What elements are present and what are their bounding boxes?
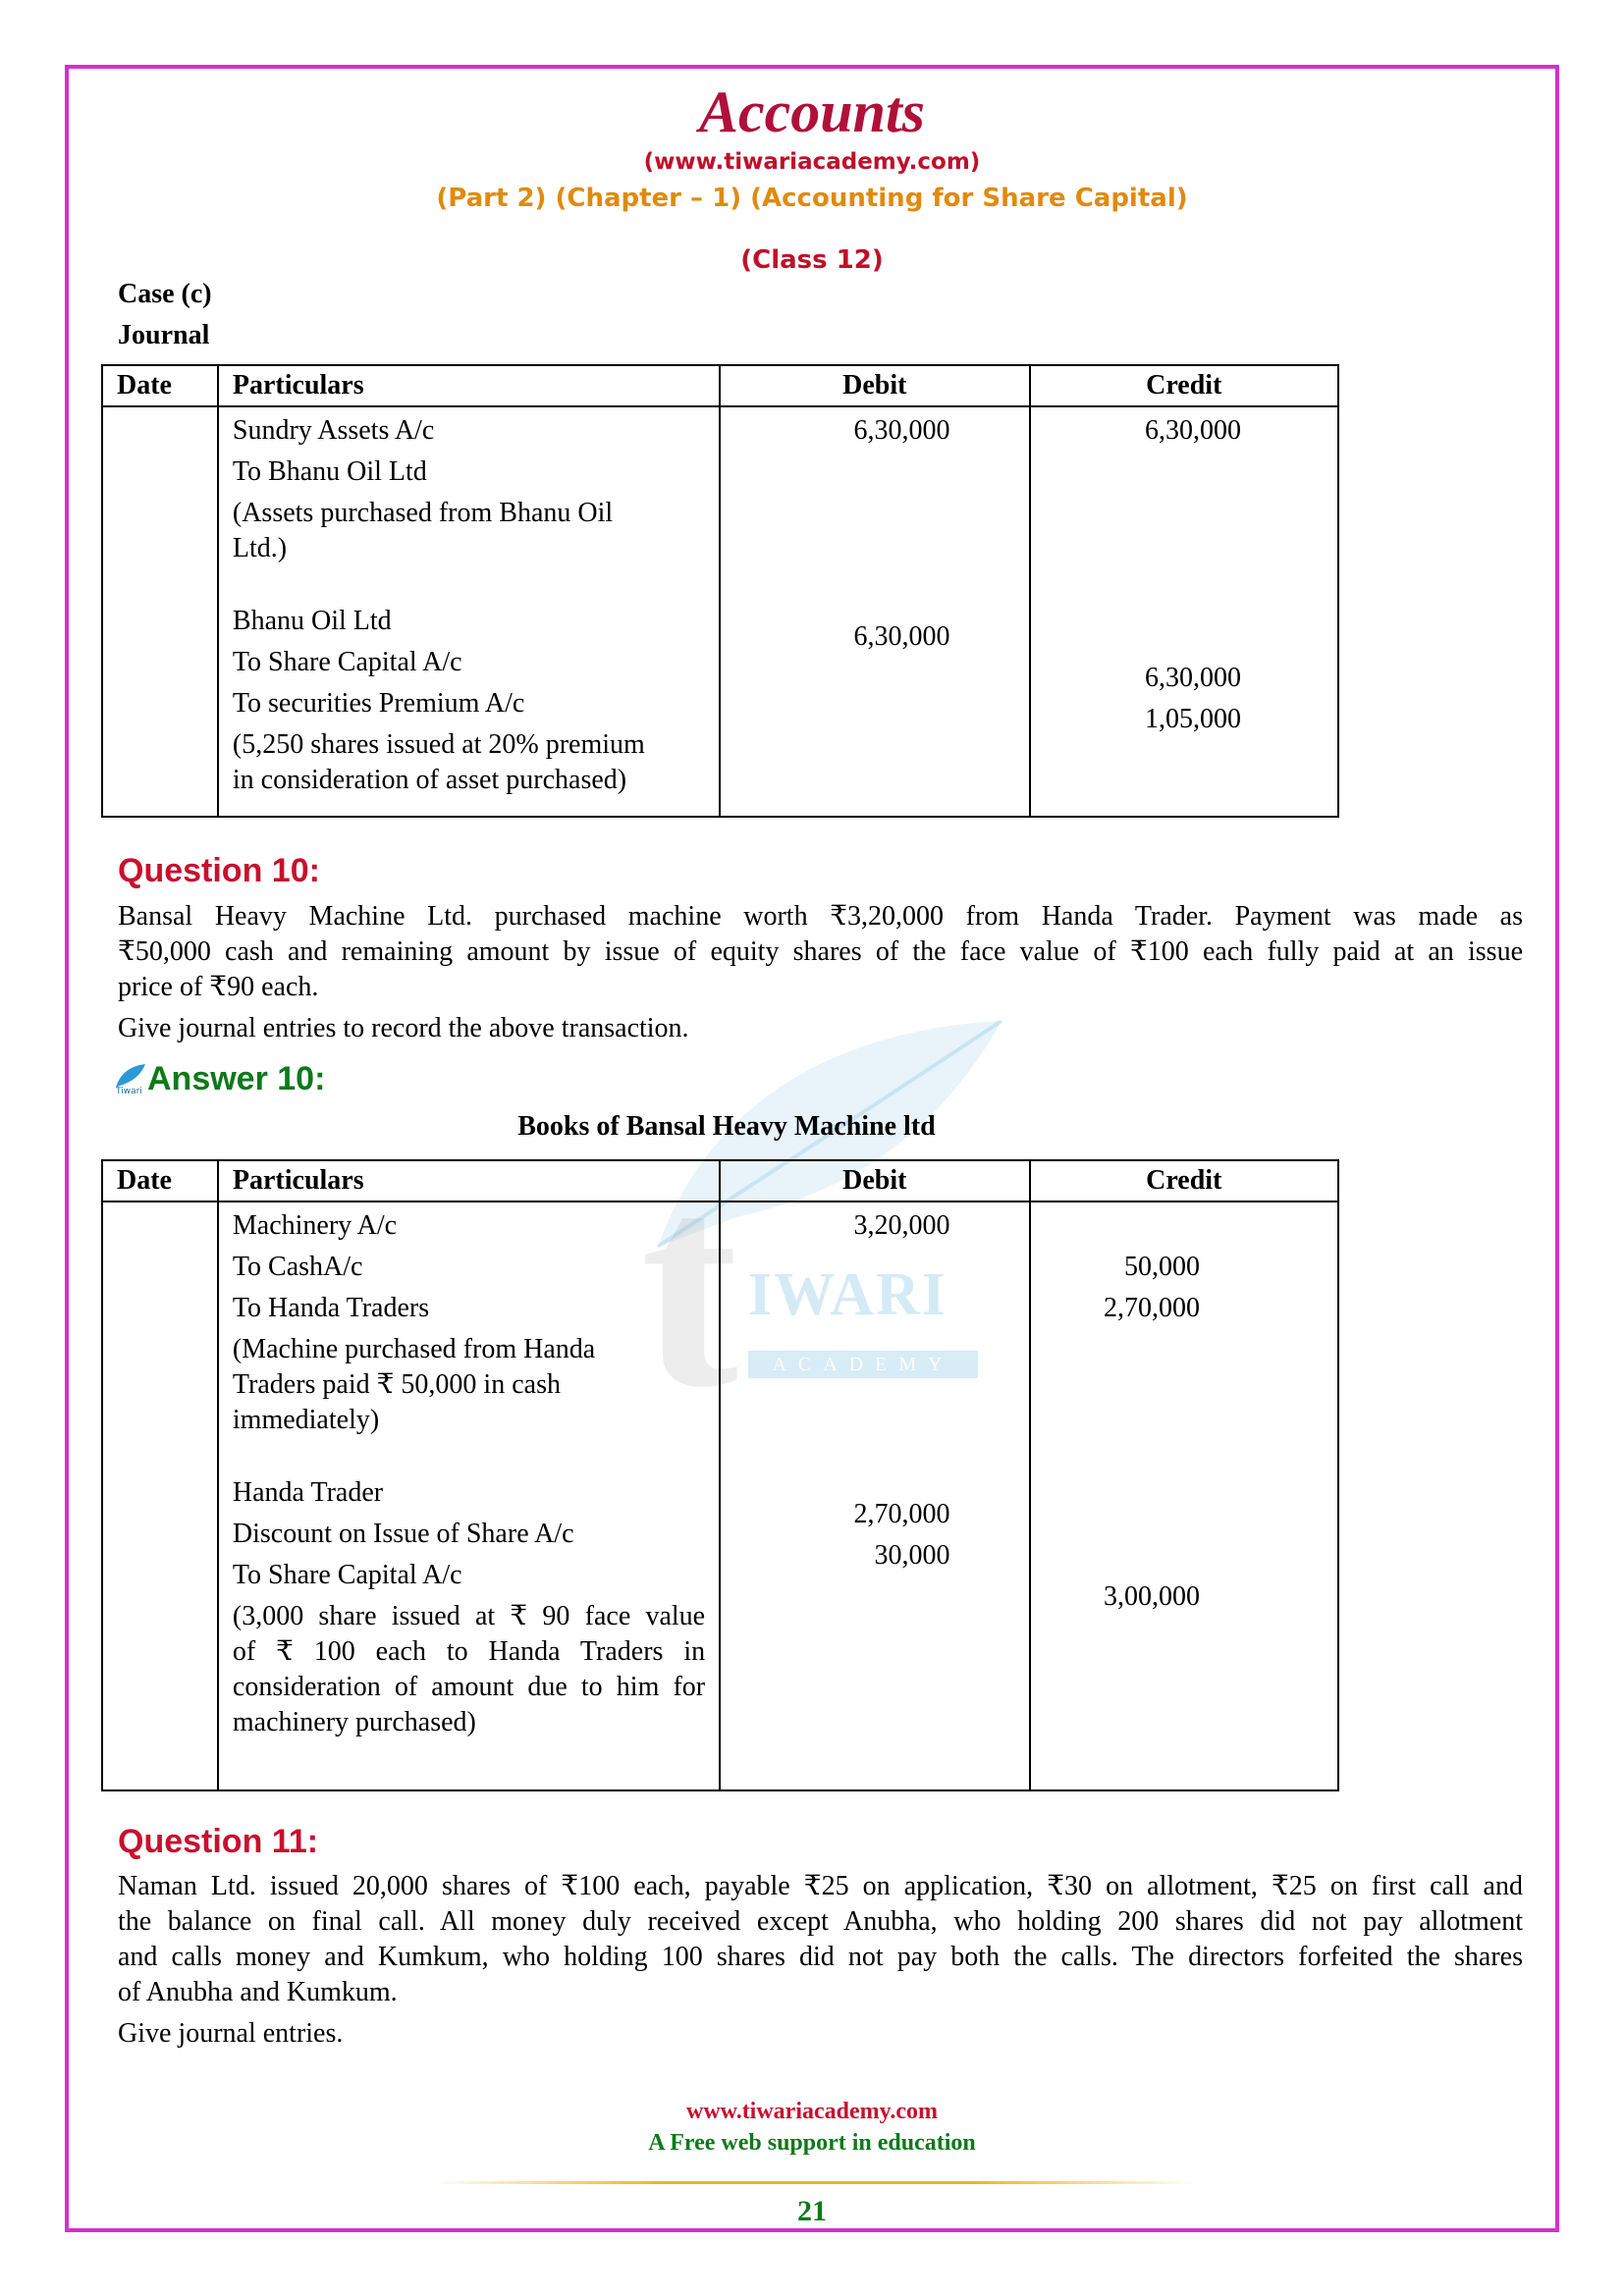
question-instruction: Give journal entries. — [118, 2018, 344, 2049]
debit-cell — [720, 1201, 1029, 1790]
answer-10-heading: Answer 10: — [147, 1060, 326, 1097]
debit-cell — [720, 406, 1029, 817]
col-date: Date — [102, 365, 218, 406]
entry-narration: of ₹ 100 each to Handa Traders in — [232, 1636, 706, 1667]
journal-table-answer-10 — [101, 1159, 1339, 1791]
header-url[interactable]: (www.tiwariacademy.com) — [643, 149, 981, 175]
col-credit: Credit — [1030, 1160, 1338, 1201]
footer-divider — [432, 2181, 1198, 2184]
credit-amount: 50,000 — [1124, 1252, 1200, 1282]
chapter-subtitle: (Part 2) (Chapter – 1) (Accounting for Share Capital) — [436, 184, 1188, 213]
entry-narration: machinery purchased) — [232, 1707, 476, 1737]
entry-line: Machinery A/c — [232, 1210, 398, 1241]
credit-cell — [1030, 1201, 1338, 1790]
entry-narration: (5,250 shares issued at 20% premium — [232, 729, 645, 760]
entry-line: To Handa Traders — [232, 1293, 430, 1323]
entry-line: To securities Premium A/c — [232, 688, 525, 719]
class-label: (Class 12) — [740, 245, 884, 275]
debit-amount: 6,30,000 — [853, 621, 950, 652]
journal-table-case-c — [101, 364, 1339, 818]
case-label: Case (c) — [118, 279, 212, 309]
page-title: Accounts — [698, 80, 926, 144]
entry-line: To Bhanu Oil Ltd — [232, 456, 427, 487]
tiwari-answer-icon — [114, 1062, 147, 1095]
date-cell — [102, 1201, 218, 1790]
books-title: Books of Bansal Heavy Machine ltd — [517, 1111, 936, 1142]
col-credit: Credit — [1030, 365, 1338, 406]
entry-narration: immediately) — [232, 1405, 380, 1435]
credit-amount: 2,70,000 — [1104, 1293, 1200, 1323]
col-particulars: Particulars — [218, 1160, 720, 1201]
credit-amount: 3,00,000 — [1104, 1581, 1200, 1612]
question-instruction: Give journal entries to record the above transaction. — [118, 1013, 689, 1043]
entry-line: Sundry Assets A/c — [232, 415, 435, 446]
debit-amount: 6,30,000 — [853, 415, 950, 446]
question-line: price of ₹90 each. — [118, 972, 319, 1002]
table-header-row — [102, 365, 1338, 406]
footer-url[interactable]: www.tiwariacademy.com — [686, 2099, 938, 2124]
credit-amount: 1,05,000 — [1145, 704, 1241, 734]
question-line: and calls money and Kumkum, who holding 100 shares did not pay both the calls. The directors forfeited the shares — [118, 1942, 1523, 1972]
svg-text:t: t — [640, 1122, 738, 1404]
entry-narration: Traders paid ₹ 50,000 in cash — [232, 1369, 561, 1400]
col-debit: Debit — [720, 1160, 1029, 1201]
debit-amount: 30,000 — [874, 1540, 950, 1571]
entry-line: Handa Trader — [232, 1477, 384, 1508]
question-line: of Anubha and Kumkum. — [118, 1977, 398, 2007]
question-10-heading: Question 10: — [118, 852, 320, 889]
entry-line: To CashA/c — [232, 1252, 363, 1282]
entry-narration: (3,000 share issued at ₹ 90 face value — [232, 1601, 706, 1631]
page-number: 21 — [797, 2195, 827, 2227]
col-particulars: Particulars — [218, 365, 720, 406]
particulars-cell — [218, 406, 720, 817]
debit-amount: 2,70,000 — [853, 1499, 950, 1529]
entry-narration: consideration of amount due to him for — [232, 1672, 706, 1702]
question-11-text — [118, 1869, 1523, 2052]
question-line: the balance on final call. All money duly received except Anubha, who holding 200 shares did not pay allotment — [118, 1906, 1523, 1937]
question-line: Naman Ltd. issued 20,000 shares of ₹100 each, payable ₹25 on application, ₹30 on allotment, ₹25 on first call and — [118, 1871, 1523, 1901]
question-line: ₹50,000 cash and remaining amount by issue of equity shares of the face value of ₹100 each fully paid at an issue — [118, 936, 1523, 967]
watermark-text: IWARI — [748, 1261, 947, 1328]
watermark-subtext: ACADEMY — [748, 1351, 978, 1378]
question-11-heading: Question 11: — [118, 1823, 319, 1860]
entry-line: To Share Capital A/c — [232, 1560, 462, 1590]
date-cell — [102, 406, 218, 817]
credit-amount: 6,30,000 — [1145, 663, 1241, 693]
table-row — [102, 1201, 1338, 1790]
entry-narration: (Assets purchased from Bhanu Oil — [232, 498, 614, 528]
footer-tagline: A Free web support in education — [648, 2130, 976, 2156]
entry-narration: (Machine purchased from Handa — [232, 1334, 596, 1364]
question-line: Bansal Heavy Machine Ltd. purchased machine worth ₹3,20,000 from Handa Trader. Payment was made as — [118, 901, 1523, 932]
table-row — [102, 406, 1338, 817]
credit-amount: 6,30,000 — [1145, 415, 1241, 446]
col-date: Date — [102, 1160, 218, 1201]
entry-narration: in consideration of asset purchased) — [232, 765, 627, 795]
entry-narration: Ltd.) — [232, 533, 288, 563]
entry-line: Bhanu Oil Ltd — [232, 606, 392, 636]
entry-line: To Share Capital A/c — [232, 647, 462, 677]
question-10-text — [118, 899, 1523, 1046]
col-debit: Debit — [720, 365, 1029, 406]
table-header-row — [102, 1160, 1338, 1201]
particulars-cell — [218, 1201, 720, 1790]
svg-text:Tiwari: Tiwari — [116, 1087, 142, 1095]
entry-line: Discount on Issue of Share A/c — [232, 1519, 574, 1549]
credit-cell — [1030, 406, 1338, 817]
debit-amount: 3,20,000 — [853, 1210, 950, 1241]
journal-label: Journal — [118, 320, 210, 350]
